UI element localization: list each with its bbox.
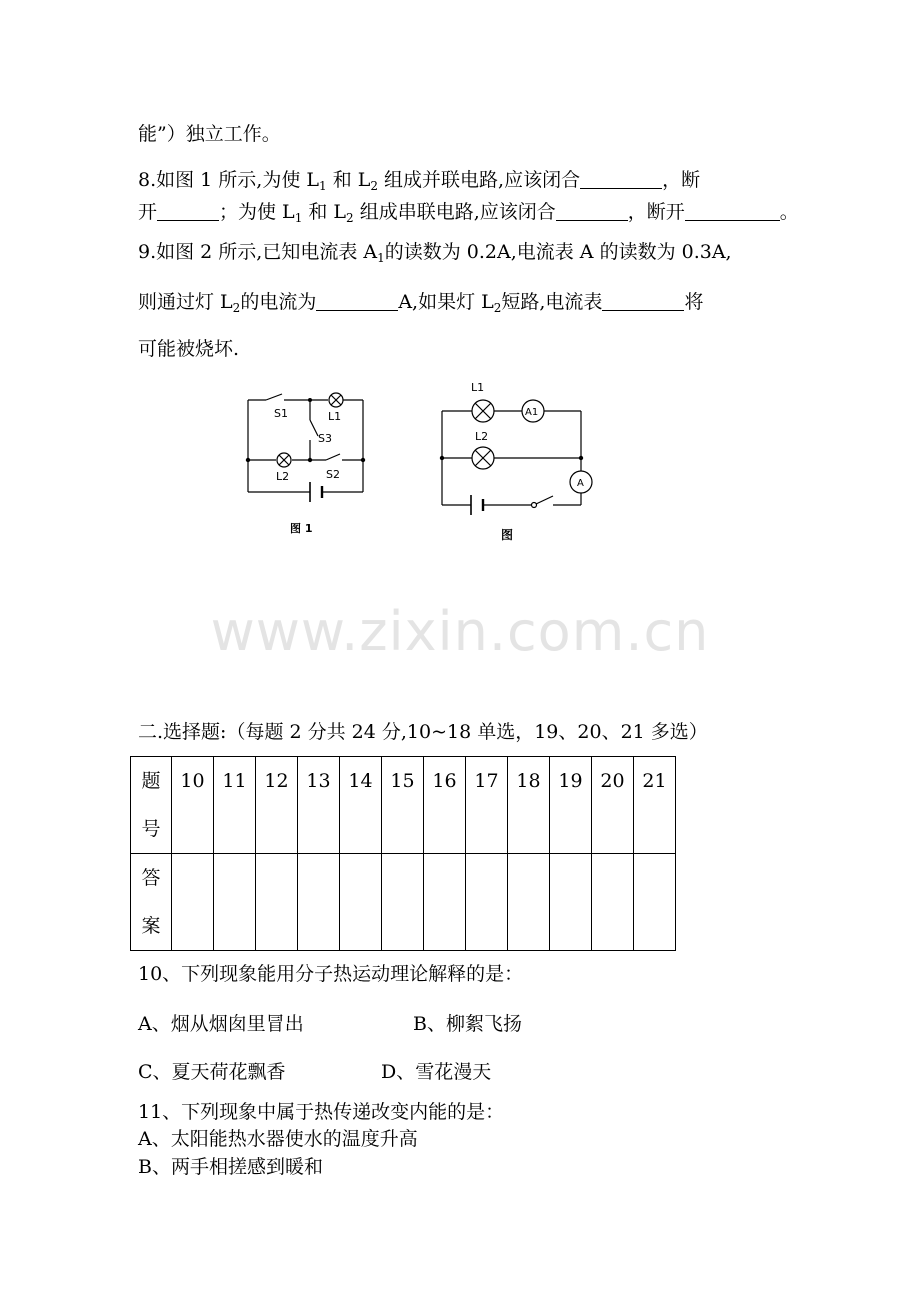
question-number-cell: 21 [634,757,676,854]
question-10-option-b: B、柳絮飞扬 [413,1013,522,1035]
answer-blank[interactable] [685,202,780,221]
question-number-cell: 20 [592,757,634,854]
fig1-label-s2: S2 [326,468,340,481]
question-11-option-a: A、太阳能热水器使水的温度升高 [138,1128,418,1150]
fig1-label-l2: L2 [276,470,290,483]
question-11-stem: 11、下列现象中属于热传递改变内能的是： [138,1101,505,1123]
answer-blank[interactable] [556,202,628,221]
fig1-caption: 图 1 [290,522,313,535]
fig2-label-l1: L1 [471,381,485,394]
answer-blank[interactable] [316,292,398,311]
answer-cell[interactable] [466,854,508,951]
table-header-cell: 题 号 [131,757,172,854]
question-number-cell: 18 [508,757,550,854]
question-number-cell: 15 [382,757,424,854]
question-8-line-2: 开 ；为使 $L_1$ 和 $L_2$ 组成串联电路,应该闭合 ，断开 。 [138,201,799,225]
answer-cell[interactable] [298,854,340,951]
question-number-cell: 10 [172,757,214,854]
question-number-cell: 13 [298,757,340,854]
question-number-cell: 17 [466,757,508,854]
fig1-label-s3: S3 [318,432,332,445]
fig1-label-l1: L1 [328,410,342,423]
answer-cell[interactable] [592,854,634,951]
answer-cell[interactable] [382,854,424,951]
question-number-cell: 12 [256,757,298,854]
answer-table [130,756,676,951]
answer-cell[interactable] [172,854,214,951]
fig2-label-a1: A1 [525,407,539,418]
question-number-cell: 14 [340,757,382,854]
question-number-cell: 16 [424,757,466,854]
answer-cell[interactable] [256,854,298,951]
table-header-cell: 答 案 [131,854,172,951]
question-8-line-1: 8.如图 1 所示,为使 $L_1$ 和 $L_2$ 组成并联电路,应该闭合 ，断 [138,169,701,193]
figure-1-circuit [238,380,378,540]
watermark: www.zixin.com.cn [210,600,710,663]
section-2-title: 二.选择题:（每题 2 分共 24 分,10~18 单选，19、20、21 多选） [138,721,708,743]
answer-blank[interactable] [602,292,684,311]
answer-cell[interactable] [550,854,592,951]
question-number-cell: 19 [550,757,592,854]
question-10-option-d: D、雪花漫天 [381,1061,492,1083]
answer-blank[interactable] [157,202,219,221]
answer-cell[interactable] [508,854,550,951]
table-row [131,757,676,854]
answer-blank[interactable] [580,170,662,189]
question-10-option-c: C、夏天荷花飘香 [138,1061,286,1083]
question-number-cell: 11 [214,757,256,854]
figure-2-circuit [425,375,605,545]
question-10-stem: 10、下列现象能用分子热运动理论解释的是： [138,963,524,985]
question-9-line-3: 可能被烧坏. [138,338,240,360]
table-row [131,854,676,951]
answer-cell[interactable] [214,854,256,951]
question-9-line-2: 则通过灯 $L_2$的电流为 A,如果灯 $L_2$短路,电流表 将 [138,291,704,315]
question-11-option-b: B、两手相搓感到暖和 [138,1156,323,1178]
fig2-label-l2: L2 [475,430,489,443]
question-9-line-1: 9.如图 2 所示,已知电流表 $A_1$的读数为 0.2A,电流表 A 的读数为 0.3A, [138,241,732,265]
question-10-option-a: A、烟从烟囱里冒出 [138,1013,304,1035]
text-line-continuation: 能”）独立工作。 [138,123,281,145]
answer-cell[interactable] [424,854,466,951]
answer-cell[interactable] [634,854,676,951]
fig2-label-a: A [577,478,584,489]
answer-cell[interactable] [340,854,382,951]
fig1-label-s1: S1 [274,407,288,420]
fig2-caption: 图 [501,528,514,542]
